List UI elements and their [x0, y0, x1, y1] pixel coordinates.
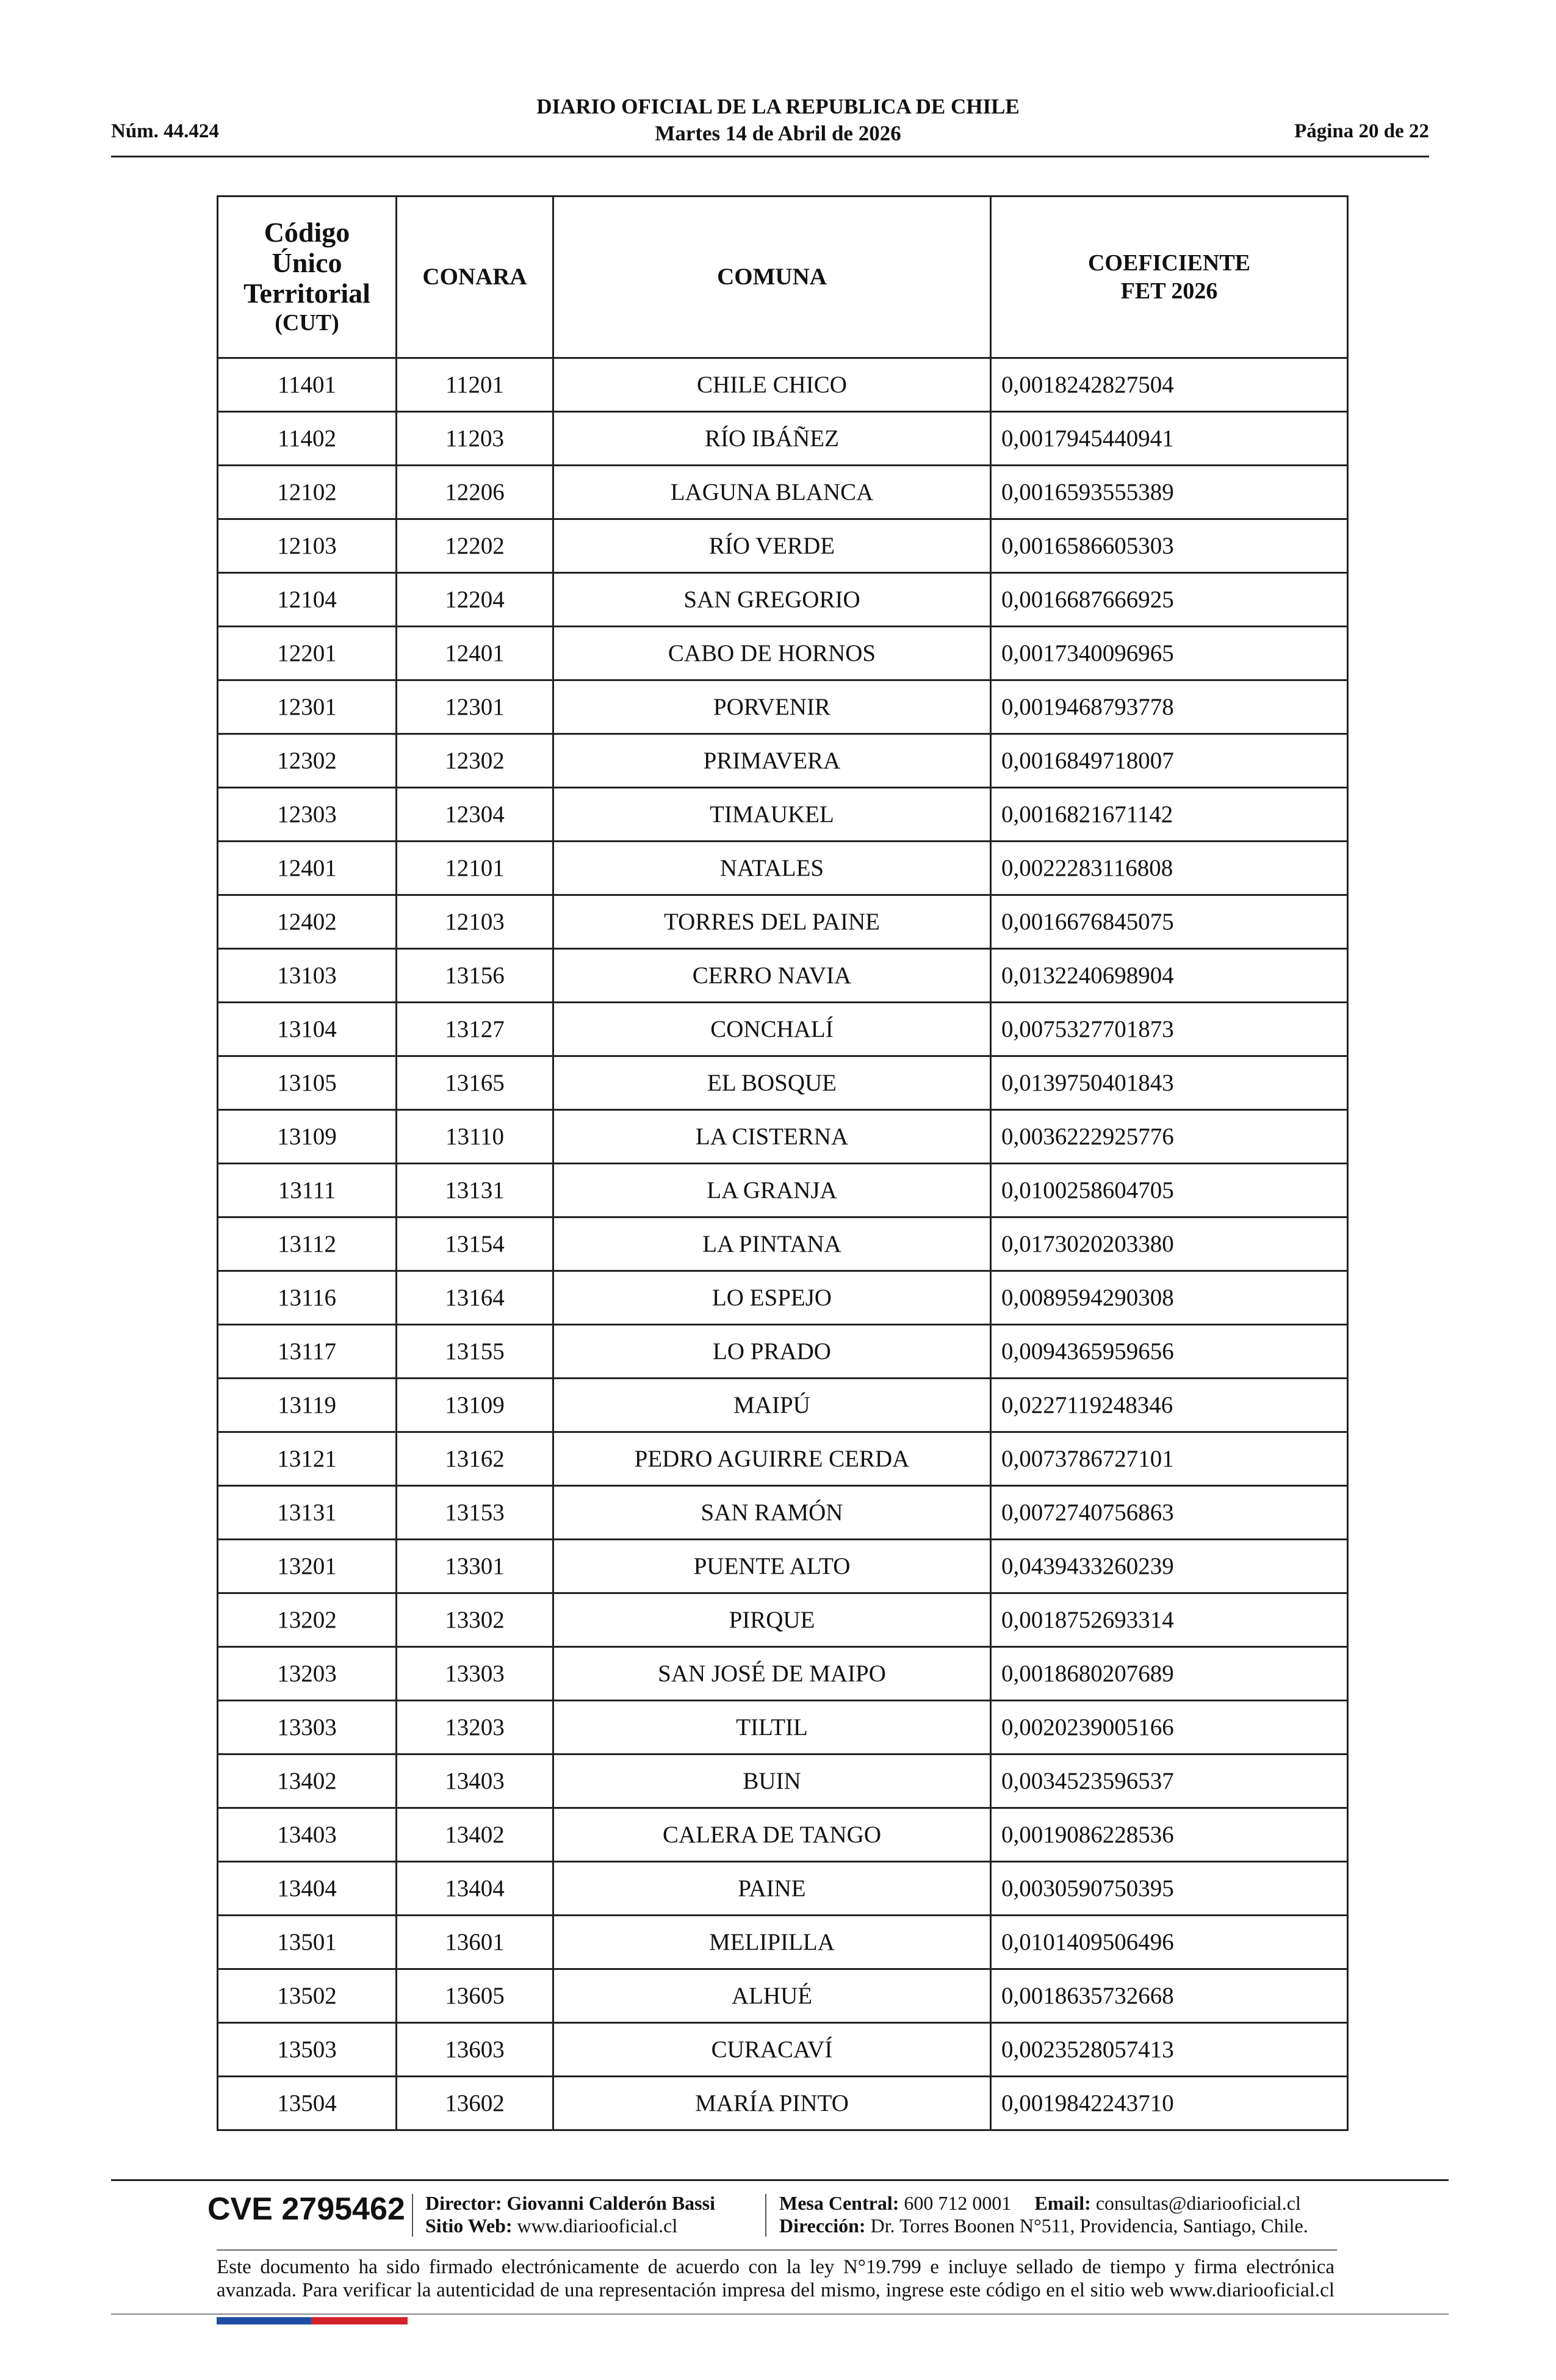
table-row [218, 1271, 1348, 1325]
footer-divider-thin [217, 2249, 1337, 2251]
table-row [218, 1808, 1348, 1862]
cell-cut: 12201 [218, 627, 397, 680]
cell-conara: 13301 [397, 1540, 553, 1593]
cell-coeficiente: 0,0089594290308 [991, 1271, 1348, 1325]
cell-conara: 12301 [397, 680, 553, 734]
cell-comuna: LA CISTERNA [553, 1110, 991, 1164]
cell-conara: 13404 [397, 1862, 553, 1916]
cell-cut: 13203 [218, 1647, 397, 1701]
cell-coeficiente: 0,0018635732668 [991, 1969, 1348, 2023]
cell-cut: 13112 [218, 1217, 397, 1271]
table-row [218, 1217, 1348, 1271]
cell-conara: 12302 [397, 734, 553, 788]
table-row [218, 1432, 1348, 1486]
table-row [218, 1593, 1348, 1647]
cell-comuna: CHILE CHICO [553, 358, 991, 412]
cell-comuna: RÍO VERDE [553, 519, 991, 573]
table-row [218, 2077, 1348, 2130]
cell-coeficiente: 0,0139750401843 [991, 1056, 1348, 1110]
footer-separator [765, 2194, 766, 2237]
cell-comuna: CERRO NAVIA [553, 949, 991, 1003]
coefficient-table [217, 195, 1349, 2131]
cell-cut: 13502 [218, 1969, 397, 2023]
cell-comuna: SAN JOSÉ DE MAIPO [553, 1647, 991, 1701]
table-row [218, 1647, 1348, 1701]
cell-comuna: EL BOSQUE [553, 1056, 991, 1110]
cell-comuna: ALHUÉ [553, 1969, 991, 2023]
cell-coeficiente: 0,0072740756863 [991, 1486, 1348, 1540]
director-info: Director: Giovanni Calderón Bassi Sitio Web: www.diariooficial.cl [425, 2192, 715, 2237]
cell-conara: 12204 [397, 573, 553, 627]
cell-cut: 13202 [218, 1593, 397, 1647]
cell-coeficiente: 0,0019086228536 [991, 1808, 1348, 1862]
table-row [218, 1379, 1348, 1432]
cell-cut: 12302 [218, 734, 397, 788]
cell-cut: 12104 [218, 573, 397, 627]
column-header-comuna: COMUNA [553, 197, 991, 358]
table-row [218, 734, 1348, 788]
table-row [218, 412, 1348, 466]
cell-coeficiente: 0,0018752693314 [991, 1593, 1348, 1647]
cell-coeficiente: 0,0075327701873 [991, 1003, 1348, 1056]
legal-notice: Este documento ha sido firmado electrónicamente de acuerdo con la ley N°19.799 e incluye sellado de tiempo y firma electrónica avanzada. Para verificar la autenticidad de una representación impresa del mismo, ingrese este código en el sitio web www.diariooficial.cl [217, 2256, 1334, 2301]
cell-conara: 12206 [397, 466, 553, 519]
column-header-cut: Código Único Territorial (CUT) [218, 197, 397, 358]
cell-coeficiente: 0,0019842243710 [991, 2077, 1348, 2130]
cell-coeficiente: 0,0100258604705 [991, 1164, 1348, 1217]
cell-comuna: MELIPILLA [553, 1916, 991, 1969]
cell-comuna: PRIMAVERA [553, 734, 991, 788]
table-row [218, 1003, 1348, 1056]
cell-conara: 13303 [397, 1647, 553, 1701]
cell-coeficiente: 0,0019468793778 [991, 680, 1348, 734]
cell-conara: 12101 [397, 842, 553, 895]
cell-comuna: SAN GREGORIO [553, 573, 991, 627]
publication-date: Martes 14 de Abril de 2026 [655, 121, 901, 145]
contact-info: Mesa Central: 600 712 0001 Email: consultas@diariooficial.cl Dirección: Dr. Torres Boonen N°511, Providencia, Santiago, Chile. [779, 2192, 1308, 2237]
table-row [218, 949, 1348, 1003]
cell-comuna: TILTIL [553, 1701, 991, 1754]
cell-conara: 13164 [397, 1271, 553, 1325]
table-row [218, 2023, 1348, 2077]
cell-comuna: BUIN [553, 1754, 991, 1808]
cell-comuna: PEDRO AGUIRRE CERDA [553, 1432, 991, 1486]
cell-coeficiente: 0,0017945440941 [991, 412, 1348, 466]
cell-cut: 12102 [218, 466, 397, 519]
table-row [218, 1325, 1348, 1379]
table-row [218, 1486, 1348, 1540]
cell-comuna: PIRQUE [553, 1593, 991, 1647]
cell-comuna: TIMAUKEL [553, 788, 991, 842]
cell-conara: 13127 [397, 1003, 553, 1056]
cell-conara: 13603 [397, 2023, 553, 2077]
cell-conara: 13203 [397, 1701, 553, 1754]
table-row [218, 519, 1348, 573]
cell-conara: 11201 [397, 358, 553, 412]
cell-coeficiente: 0,0132240698904 [991, 949, 1348, 1003]
cell-coeficiente: 0,0016586605303 [991, 519, 1348, 573]
table-row [218, 895, 1348, 949]
column-header-coeficiente: COEFICIENTE FET 2026 [991, 197, 1348, 358]
cell-coeficiente: 0,0036222925776 [991, 1110, 1348, 1164]
cell-comuna: SAN RAMÓN [553, 1486, 991, 1540]
table-row [218, 1862, 1348, 1916]
table-row [218, 842, 1348, 895]
footer-bottom-rule [111, 2313, 1449, 2315]
website-link[interactable]: www.diariooficial.cl [517, 2215, 678, 2237]
cell-conara: 13131 [397, 1164, 553, 1217]
page-number: Página 20 de 22 [1294, 120, 1429, 142]
cell-cut: 13404 [218, 1862, 397, 1916]
cell-conara: 13156 [397, 949, 553, 1003]
footer-separator [412, 2194, 413, 2237]
cell-comuna: CALERA DE TANGO [553, 1808, 991, 1862]
cell-comuna: LO ESPEJO [553, 1271, 991, 1325]
cell-coeficiente: 0,0094365959656 [991, 1325, 1348, 1379]
table-row [218, 1056, 1348, 1110]
cell-coeficiente: 0,0227119248346 [991, 1379, 1348, 1432]
cell-coeficiente: 0,0030590750395 [991, 1862, 1348, 1916]
cell-conara: 11203 [397, 412, 553, 466]
cell-cut: 13402 [218, 1754, 397, 1808]
publication-title: DIARIO OFICIAL DE LA REPUBLICA DE CHILE [536, 95, 1020, 118]
table-row [218, 573, 1348, 627]
header-divider [111, 156, 1429, 157]
cell-coeficiente: 0,0439433260239 [991, 1540, 1348, 1593]
cell-cut: 11401 [218, 358, 397, 412]
table-row [218, 1701, 1348, 1754]
cell-conara: 13165 [397, 1056, 553, 1110]
cell-cut: 13403 [218, 1808, 397, 1862]
cell-cut: 13105 [218, 1056, 397, 1110]
cell-coeficiente: 0,0018242827504 [991, 358, 1348, 412]
cell-comuna: MARÍA PINTO [553, 2077, 991, 2130]
cell-coeficiente: 0,0022283116808 [991, 842, 1348, 895]
cell-conara: 12401 [397, 627, 553, 680]
cell-coeficiente: 0,0173020203380 [991, 1217, 1348, 1271]
cell-cut: 13503 [218, 2023, 397, 2077]
cell-coeficiente: 0,0016676845075 [991, 895, 1348, 949]
cell-cut: 12303 [218, 788, 397, 842]
cell-cut: 13117 [218, 1325, 397, 1379]
cell-comuna: LAGUNA BLANCA [553, 466, 991, 519]
cell-conara: 12202 [397, 519, 553, 573]
table-row [218, 1164, 1348, 1217]
cell-comuna: NATALES [553, 842, 991, 895]
cell-conara: 13605 [397, 1969, 553, 2023]
cell-comuna: LO PRADO [553, 1325, 991, 1379]
cell-cut: 13109 [218, 1110, 397, 1164]
column-header-conara: CONARA [397, 197, 553, 358]
cell-cut: 13119 [218, 1379, 397, 1432]
cell-cut: 13201 [218, 1540, 397, 1593]
cell-cut: 12301 [218, 680, 397, 734]
cell-cut: 11402 [218, 412, 397, 466]
cell-conara: 13402 [397, 1808, 553, 1862]
cell-comuna: PORVENIR [553, 680, 991, 734]
cell-conara: 13154 [397, 1217, 553, 1271]
cell-coeficiente: 0,0016687666925 [991, 573, 1348, 627]
cell-conara: 13403 [397, 1754, 553, 1808]
cell-cut: 13121 [218, 1432, 397, 1486]
cell-conara: 13601 [397, 1916, 553, 1969]
cell-cut: 13111 [218, 1164, 397, 1217]
cell-comuna: CONCHALÍ [553, 1003, 991, 1056]
table-row [218, 1754, 1348, 1808]
table-header-row [218, 197, 1348, 358]
cell-comuna: PUENTE ALTO [553, 1540, 991, 1593]
cell-coeficiente: 0,0020239005166 [991, 1701, 1348, 1754]
cell-conara: 13153 [397, 1486, 553, 1540]
cell-comuna: CURACAVÍ [553, 2023, 991, 2077]
email-link[interactable]: consultas@diariooficial.cl [1095, 2192, 1301, 2214]
footer-divider [111, 2179, 1449, 2181]
cell-coeficiente: 0,0034523596537 [991, 1754, 1348, 1808]
table-row [218, 1916, 1348, 1969]
cell-coeficiente: 0,0016593555389 [991, 466, 1348, 519]
cell-conara: 13110 [397, 1110, 553, 1164]
cell-comuna: TORRES DEL PAINE [553, 895, 991, 949]
table-row [218, 627, 1348, 680]
cell-cut: 13303 [218, 1701, 397, 1754]
cell-comuna: LA PINTANA [553, 1217, 991, 1271]
table-row [218, 1969, 1348, 2023]
cell-coeficiente: 0,0023528057413 [991, 2023, 1348, 2077]
table-row [218, 466, 1348, 519]
phone-number: 600 712 0001 [904, 2192, 1012, 2214]
cell-conara: 12103 [397, 895, 553, 949]
cell-cut: 13116 [218, 1271, 397, 1325]
cell-comuna: CABO DE HORNOS [553, 627, 991, 680]
cell-cut: 13104 [218, 1003, 397, 1056]
director-name: Giovanni Calderón Bassi [506, 2192, 715, 2214]
cell-coeficiente: 0,0016849718007 [991, 734, 1348, 788]
cell-cut: 12103 [218, 519, 397, 573]
table-row [218, 1540, 1348, 1593]
cell-cut: 13501 [218, 1916, 397, 1969]
cell-cut: 13131 [218, 1486, 397, 1540]
cell-conara: 13302 [397, 1593, 553, 1647]
cell-coeficiente: 0,0073786727101 [991, 1432, 1348, 1486]
cell-coeficiente: 0,0016821671142 [991, 788, 1348, 842]
cell-comuna: LA GRANJA [553, 1164, 991, 1217]
cell-conara: 12304 [397, 788, 553, 842]
cell-conara: 13109 [397, 1379, 553, 1432]
table-row [218, 358, 1348, 412]
table-row [218, 680, 1348, 734]
cell-coeficiente: 0,0101409506496 [991, 1916, 1348, 1969]
cell-cut: 12401 [218, 842, 397, 895]
address: Dr. Torres Boonen N°511, Providencia, Santiago, Chile. [870, 2215, 1308, 2237]
cell-comuna: PAINE [553, 1862, 991, 1916]
cell-cut: 12402 [218, 895, 397, 949]
cell-conara: 13162 [397, 1432, 553, 1486]
cell-cut: 13504 [218, 2077, 397, 2130]
table-row [218, 788, 1348, 842]
cve-code: CVE 2795462 [207, 2191, 405, 2227]
cell-coeficiente: 0,0017340096965 [991, 627, 1348, 680]
cell-cut: 13103 [218, 949, 397, 1003]
flag-stripe-blue [217, 2317, 311, 2324]
cell-comuna: MAIPÚ [553, 1379, 991, 1432]
cell-comuna: RÍO IBÁÑEZ [553, 412, 991, 466]
issue-number: Núm. 44.424 [111, 120, 219, 142]
cell-conara: 13602 [397, 2077, 553, 2130]
table-row [218, 1110, 1348, 1164]
cell-conara: 13155 [397, 1325, 553, 1379]
flag-stripe-red [311, 2317, 408, 2324]
cell-coeficiente: 0,0018680207689 [991, 1647, 1348, 1701]
